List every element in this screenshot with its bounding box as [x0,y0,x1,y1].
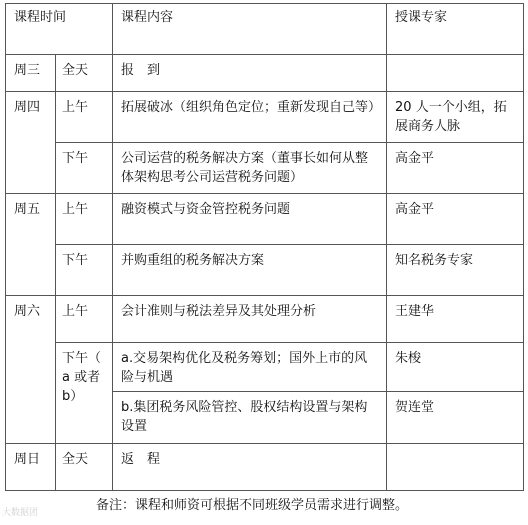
table-row [6,245,524,296]
header-content: 课程内容 [113,4,387,55]
expert-cell [387,444,524,491]
table-row [6,296,524,343]
expert-cell: 贺连堂 [387,392,524,444]
day-cell: 周四 [6,92,56,194]
time-cell: 全天 [56,55,113,92]
day-cell: 周五 [6,194,56,296]
header-expert: 授课专家 [387,4,524,55]
table-row [6,444,524,491]
day-cell: 周六 [6,296,56,444]
time-cell: 下午 [56,143,113,194]
expert-cell [387,55,524,92]
expert-cell: 高金平 [387,143,524,194]
expert-cell: 王建华 [387,296,524,343]
content-cell: 拓展破冰（组织角色定位；重新发现自己等） [113,92,387,143]
table-row [6,143,524,194]
content-cell: 报 到 [113,55,387,92]
content-cell: 返 程 [113,444,387,491]
content-cell: a.交易架构优化及税务筹划；国外上市的风险与机遇 [113,343,387,392]
time-cell: 全天 [56,444,113,491]
day-cell: 周三 [6,55,56,92]
content-cell: 并购重组的税务解决方案 [113,245,387,296]
table-row [6,343,524,392]
table-row [6,194,524,245]
expert-cell: 20 人一个小组，拓展商务人脉 [387,92,524,143]
watermark: 大数据团 [2,508,39,518]
table-row [6,92,524,143]
content-cell: b.集团税务风险管控、股权结构设置与架构设置 [113,392,387,444]
time-cell: 上午 [56,194,113,245]
time-cell: 上午 [56,92,113,143]
day-cell: 周日 [6,444,56,491]
time-cell: 上午 [56,296,113,343]
expert-cell: 朱梭 [387,343,524,392]
content-cell: 融资模式与资金管控税务问题 [113,194,387,245]
expert-cell: 高金平 [387,194,524,245]
content-cell: 会计准则与税法差异及其处理分析 [113,296,387,343]
expert-cell: 知名税务专家 [387,245,524,296]
time-cell: 下午（ a 或者 b） [56,343,113,444]
header-row [6,4,524,55]
footnote: 备注：课程和师资可根据不同班级学员需求进行调整。 [96,498,409,513]
time-cell: 下午 [56,245,113,296]
content-cell: 公司运营的税务解决方案（董事长如何从整体架构思考公司运营税务问题） [113,143,387,194]
header-time: 课程时间 [6,4,113,55]
table-row [6,55,524,92]
course-schedule-table [5,3,524,491]
